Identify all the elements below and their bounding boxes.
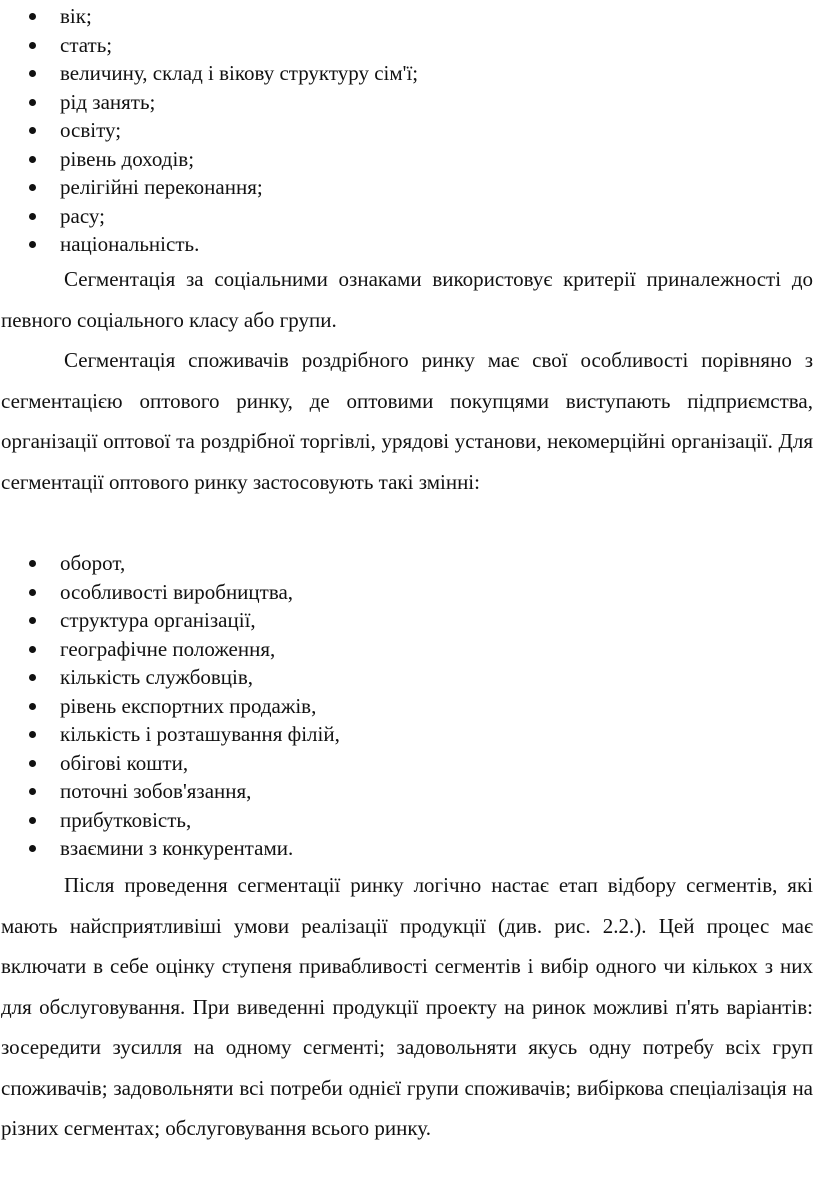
wholesale-variables-list — [0, 549, 816, 863]
list-item — [0, 549, 816, 578]
list-item — [0, 2, 816, 31]
list-item-text: расу; — [60, 203, 105, 228]
bullet-icon — [29, 13, 36, 20]
list-item — [0, 720, 816, 749]
bullet-icon — [29, 674, 36, 681]
list-item — [0, 777, 816, 806]
list-item-text: величину, склад і вікову структуру сім'ї; — [60, 61, 419, 85]
bullet-icon — [29, 184, 36, 191]
bullet-icon — [29, 560, 36, 567]
list-item — [0, 834, 816, 863]
bullet-icon — [29, 70, 36, 77]
list-item-text: географічне положення, — [60, 636, 276, 661]
list-item — [0, 88, 816, 117]
list-item-text: рівень доходів; — [60, 146, 195, 171]
bullet-icon — [29, 646, 36, 653]
bullet-icon — [29, 127, 36, 134]
bullet-icon — [29, 241, 36, 248]
list-item-text: структура організації, — [60, 608, 256, 632]
list-item — [0, 31, 816, 60]
list-item — [0, 202, 816, 231]
list-item — [0, 663, 816, 692]
personal-criteria-list — [0, 2, 816, 259]
list-item — [0, 692, 816, 721]
list-item-text: стать; — [60, 32, 113, 57]
list-item-text: прибутковість, — [60, 807, 192, 832]
list-item — [0, 59, 816, 88]
bullet-icon — [29, 99, 36, 106]
list-item-text: кількість і розташування філій, — [60, 722, 340, 746]
list-item — [0, 635, 816, 664]
list-item — [0, 578, 816, 607]
list-item-text: кількість службовців, — [60, 665, 254, 689]
bullet-icon — [29, 617, 36, 624]
list-item-text: особливості виробництва, — [60, 579, 294, 604]
list-item — [0, 145, 816, 174]
list-item-text: рід занять; — [60, 89, 156, 114]
bullet-icon — [29, 817, 36, 824]
list-item — [0, 806, 816, 835]
list-item-text: поточні зобов'язання, — [60, 779, 252, 803]
bullet-icon — [29, 760, 36, 767]
list-item — [0, 606, 816, 635]
list-item — [0, 749, 816, 778]
bullet-icon — [29, 788, 36, 795]
bullet-icon — [29, 703, 36, 710]
bullet-icon — [29, 156, 36, 163]
list-item-text: освіту; — [60, 118, 122, 142]
bullet-icon — [29, 213, 36, 220]
bullet-icon — [29, 589, 36, 596]
list-item-text: вік; — [60, 4, 92, 28]
paragraph-segment-selection: Після проведення сегментації ринку логічно настає етап відбору сегментів, які мають найсприятливіші умови реалізації продукції (див. рис. 2.2.). Цей процес має включати в себе оцінку ступеня привабливості сегментів і вибір одного чи кількох з них для обслуговування. При виведенні продукції проекту на ринок можливі п'ять варіантів: зосередити зусилля на одному сегменті; задовольняти якусь одну потребу всіх груп споживачів; задовольняти всі потреби однієї групи споживачів; вибіркова спеціалізація на різних сегментах; обслуговування всього ринку. — [1, 873, 813, 1140]
list-item-text: рівень експортних продажів, — [60, 693, 317, 718]
bullet-icon — [29, 42, 36, 49]
paragraph-retail-segmentation: Сегментація споживачів роздрібного ринку має свої особливості порівняно з сегментацією оптового ринку, де оптовими покупцями виступають підприємства, організації оптової та роздрібної торгівлі, урядові установи, некомерційні організації. Для сегментації оптового ринку застосовують такі змінні: — [1, 348, 813, 494]
bullet-icon — [29, 845, 36, 852]
list-item — [0, 116, 816, 145]
list-item — [0, 173, 816, 202]
list-item-text: взаємини з конкурентами. — [60, 836, 294, 860]
list-item-text: оборот, — [60, 551, 126, 575]
list-item-text: обігові кошти, — [60, 750, 189, 775]
list-item-text: національність. — [60, 232, 200, 256]
list-item — [0, 230, 816, 259]
list-item-text: релігійні переконання; — [60, 175, 263, 199]
bullet-icon — [29, 731, 36, 738]
paragraph-social-segmentation: Сегментація за соціальними ознаками використовує критерії приналежності до певного соціального класу або групи. — [1, 267, 813, 332]
